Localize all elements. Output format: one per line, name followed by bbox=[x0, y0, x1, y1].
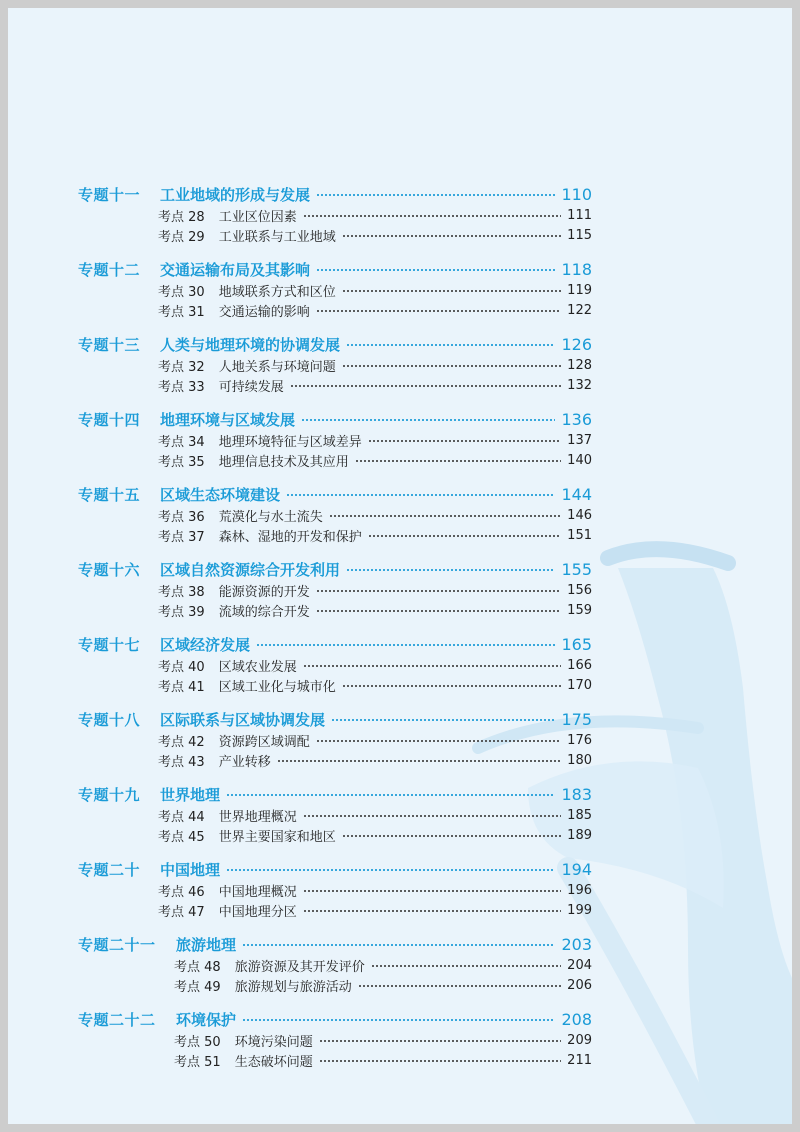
point-number: 考点 44 bbox=[158, 809, 205, 825]
point-page-number: 196 bbox=[567, 882, 592, 898]
point-page-number: 166 bbox=[567, 657, 592, 673]
topic-row[interactable] bbox=[78, 558, 592, 580]
dot-leader bbox=[316, 310, 561, 312]
point-number: 考点 39 bbox=[158, 604, 205, 620]
point-number: 考点 34 bbox=[158, 434, 205, 450]
point-row[interactable] bbox=[174, 1051, 592, 1069]
dot-leader bbox=[342, 290, 561, 292]
dot-leader bbox=[368, 440, 561, 442]
topic-page-number: 165 bbox=[561, 634, 592, 654]
point-page-number: 176 bbox=[567, 732, 592, 748]
point-number: 考点 32 bbox=[158, 359, 205, 375]
point-page-number: 122 bbox=[567, 302, 592, 318]
point-row[interactable] bbox=[158, 356, 592, 374]
point-row[interactable] bbox=[158, 431, 592, 449]
point-number: 考点 38 bbox=[158, 584, 205, 600]
dot-leader bbox=[242, 944, 555, 946]
point-title: 世界主要国家和地区 bbox=[218, 829, 336, 845]
dot-leader bbox=[303, 890, 561, 892]
dot-leader bbox=[316, 740, 561, 742]
point-page-number: 140 bbox=[567, 452, 592, 468]
topic-number: 专题二十一 bbox=[78, 935, 156, 954]
dot-leader bbox=[301, 419, 555, 421]
topic-page-number: 126 bbox=[561, 334, 592, 354]
point-page-number: 132 bbox=[567, 377, 592, 393]
topic-row[interactable] bbox=[78, 183, 592, 205]
point-page-number: 146 bbox=[567, 507, 592, 523]
dot-leader bbox=[319, 1060, 561, 1062]
point-title: 地理信息技术及其应用 bbox=[218, 454, 349, 470]
topic-title: 旅游地理 bbox=[176, 935, 237, 954]
dot-leader bbox=[355, 460, 561, 462]
point-title: 工业联系与工业地域 bbox=[218, 229, 336, 245]
topic-number: 专题十六 bbox=[78, 560, 141, 579]
dot-leader bbox=[290, 385, 561, 387]
point-number: 考点 45 bbox=[158, 829, 205, 845]
dot-leader bbox=[319, 1040, 561, 1042]
point-page-number: 115 bbox=[567, 227, 592, 243]
point-page-number: 137 bbox=[567, 432, 592, 448]
point-title: 区域农业发展 bbox=[218, 659, 297, 675]
point-title: 能源资源的开发 bbox=[218, 584, 310, 600]
point-number: 考点 31 bbox=[158, 304, 205, 320]
topic-page-number: 118 bbox=[561, 259, 592, 279]
point-number: 考点 36 bbox=[158, 509, 205, 525]
topic-title: 人类与地理环境的协调发展 bbox=[160, 335, 341, 354]
dot-leader bbox=[242, 1019, 555, 1021]
topic-title: 区域生态环境建设 bbox=[160, 485, 281, 504]
topic-number: 专题十一 bbox=[78, 185, 141, 204]
point-page-number: 209 bbox=[567, 1032, 592, 1048]
topic-title: 区际联系与区域协调发展 bbox=[160, 710, 326, 729]
topic-number: 专题十九 bbox=[78, 785, 141, 804]
point-page-number: 206 bbox=[567, 977, 592, 993]
point-title: 旅游资源及其开发评价 bbox=[234, 959, 365, 975]
topic-title: 交通运输布局及其影响 bbox=[160, 260, 311, 279]
point-page-number: 189 bbox=[567, 827, 592, 843]
point-number: 考点 50 bbox=[174, 1034, 221, 1050]
table-of-contents bbox=[8, 8, 792, 1124]
dot-leader bbox=[368, 535, 561, 537]
topic-title: 地理环境与区域发展 bbox=[160, 410, 296, 429]
point-row[interactable] bbox=[158, 301, 592, 319]
point-row[interactable] bbox=[158, 676, 592, 694]
dot-leader bbox=[329, 515, 561, 517]
point-title: 世界地理概况 bbox=[218, 809, 297, 825]
point-page-number: 156 bbox=[567, 582, 592, 598]
dot-leader bbox=[316, 590, 561, 592]
point-title: 森林、湿地的开发和保护 bbox=[218, 529, 362, 545]
point-row[interactable] bbox=[158, 601, 592, 619]
dot-leader bbox=[316, 194, 555, 196]
point-title: 中国地理概况 bbox=[218, 884, 297, 900]
point-title: 环境污染问题 bbox=[234, 1034, 313, 1050]
dot-leader bbox=[303, 215, 561, 217]
topic-title: 工业地域的形成与发展 bbox=[160, 185, 311, 204]
dot-leader bbox=[342, 365, 561, 367]
dot-leader bbox=[331, 719, 555, 721]
topic-row[interactable] bbox=[78, 408, 592, 430]
topic-title: 中国地理 bbox=[160, 860, 221, 879]
point-number: 考点 28 bbox=[158, 209, 205, 225]
dot-leader bbox=[226, 794, 555, 796]
point-number: 考点 42 bbox=[158, 734, 205, 750]
dot-leader bbox=[316, 610, 561, 612]
topic-page-number: 144 bbox=[561, 484, 592, 504]
toc-page bbox=[8, 8, 792, 1124]
point-number: 考点 46 bbox=[158, 884, 205, 900]
point-row[interactable] bbox=[158, 656, 592, 674]
dot-leader bbox=[346, 569, 555, 571]
point-number: 考点 37 bbox=[158, 529, 205, 545]
dot-leader bbox=[342, 835, 561, 837]
point-title: 荒漠化与水土流失 bbox=[218, 509, 323, 525]
topic-number: 专题二十 bbox=[78, 860, 141, 879]
point-title: 旅游规划与旅游活动 bbox=[234, 979, 352, 995]
dot-leader bbox=[303, 665, 561, 667]
point-number: 考点 40 bbox=[158, 659, 205, 675]
topic-number: 专题十七 bbox=[78, 635, 141, 654]
topic-title: 区域经济发展 bbox=[160, 635, 251, 654]
dot-leader bbox=[303, 910, 561, 912]
point-row[interactable] bbox=[158, 731, 592, 749]
point-row[interactable] bbox=[158, 881, 592, 899]
point-number: 考点 47 bbox=[158, 904, 205, 920]
point-row[interactable] bbox=[174, 976, 592, 994]
point-title: 地域联系方式和区位 bbox=[218, 284, 336, 300]
dot-leader bbox=[303, 815, 561, 817]
point-title: 工业区位因素 bbox=[218, 209, 297, 225]
point-row[interactable] bbox=[158, 226, 592, 244]
point-row[interactable] bbox=[174, 1031, 592, 1049]
point-title: 可持续发展 bbox=[218, 379, 284, 395]
point-row[interactable] bbox=[158, 581, 592, 599]
point-row[interactable] bbox=[158, 376, 592, 394]
topic-number: 专题二十二 bbox=[78, 1010, 156, 1029]
point-row[interactable] bbox=[158, 806, 592, 824]
point-page-number: 199 bbox=[567, 902, 592, 918]
point-row[interactable] bbox=[158, 506, 592, 524]
point-row[interactable] bbox=[158, 281, 592, 299]
point-number: 考点 49 bbox=[174, 979, 221, 995]
topic-page-number: 208 bbox=[561, 1009, 592, 1029]
topic-row[interactable] bbox=[78, 708, 592, 730]
topic-number: 专题十三 bbox=[78, 335, 141, 354]
topic-row[interactable] bbox=[78, 933, 592, 955]
point-page-number: 185 bbox=[567, 807, 592, 823]
point-number: 考点 35 bbox=[158, 454, 205, 470]
point-title: 流域的综合开发 bbox=[218, 604, 310, 620]
topic-row[interactable] bbox=[78, 1008, 592, 1030]
topic-row[interactable] bbox=[78, 858, 592, 880]
point-row[interactable] bbox=[158, 751, 592, 769]
topic-title: 环境保护 bbox=[176, 1010, 237, 1029]
point-number: 考点 48 bbox=[174, 959, 221, 975]
point-page-number: 204 bbox=[567, 957, 592, 973]
point-row[interactable] bbox=[158, 451, 592, 469]
topic-row[interactable] bbox=[78, 783, 592, 805]
point-number: 考点 33 bbox=[158, 379, 205, 395]
point-number: 考点 29 bbox=[158, 229, 205, 245]
topic-page-number: 110 bbox=[561, 184, 592, 204]
point-number: 考点 51 bbox=[174, 1054, 221, 1070]
topic-page-number: 136 bbox=[561, 409, 592, 429]
point-page-number: 128 bbox=[567, 357, 592, 373]
point-number: 考点 43 bbox=[158, 754, 205, 770]
dot-leader bbox=[226, 869, 555, 871]
point-title: 资源跨区域调配 bbox=[218, 734, 310, 750]
topic-row[interactable] bbox=[78, 633, 592, 655]
topic-title: 区域自然资源综合开发利用 bbox=[160, 560, 341, 579]
point-title: 区域工业化与城市化 bbox=[218, 679, 336, 695]
point-page-number: 151 bbox=[567, 527, 592, 543]
topic-page-number: 203 bbox=[561, 934, 592, 954]
point-row[interactable] bbox=[158, 526, 592, 544]
topic-number: 专题十八 bbox=[78, 710, 141, 729]
dot-leader bbox=[346, 344, 555, 346]
topic-page-number: 183 bbox=[561, 784, 592, 804]
point-page-number: 159 bbox=[567, 602, 592, 618]
point-page-number: 211 bbox=[567, 1052, 592, 1068]
topic-row[interactable] bbox=[78, 483, 592, 505]
point-row[interactable] bbox=[174, 956, 592, 974]
dot-leader bbox=[277, 760, 561, 762]
dot-leader bbox=[358, 985, 561, 987]
topic-number: 专题十二 bbox=[78, 260, 141, 279]
dot-leader bbox=[342, 685, 561, 687]
dot-leader bbox=[256, 644, 555, 646]
point-title: 产业转移 bbox=[218, 754, 271, 770]
point-number: 考点 41 bbox=[158, 679, 205, 695]
dot-leader bbox=[286, 494, 555, 496]
point-page-number: 119 bbox=[567, 282, 592, 298]
point-title: 生态破坏问题 bbox=[234, 1054, 313, 1070]
topic-title: 世界地理 bbox=[160, 785, 221, 804]
point-title: 交通运输的影响 bbox=[218, 304, 310, 320]
point-page-number: 170 bbox=[567, 677, 592, 693]
dot-leader bbox=[316, 269, 555, 271]
topic-page-number: 155 bbox=[561, 559, 592, 579]
topic-page-number: 175 bbox=[561, 709, 592, 729]
point-title: 中国地理分区 bbox=[218, 904, 297, 920]
topic-row[interactable] bbox=[78, 258, 592, 280]
dot-leader bbox=[342, 235, 561, 237]
topic-number: 专题十五 bbox=[78, 485, 141, 504]
topic-row[interactable] bbox=[78, 333, 592, 355]
dot-leader bbox=[371, 965, 561, 967]
point-title: 人地关系与环境问题 bbox=[218, 359, 336, 375]
point-number: 考点 30 bbox=[158, 284, 205, 300]
point-row[interactable] bbox=[158, 901, 592, 919]
point-title: 地理环境特征与区域差异 bbox=[218, 434, 362, 450]
point-row[interactable] bbox=[158, 206, 592, 224]
topic-page-number: 194 bbox=[561, 859, 592, 879]
point-page-number: 180 bbox=[567, 752, 592, 768]
point-row[interactable] bbox=[158, 826, 592, 844]
point-page-number: 111 bbox=[567, 207, 592, 223]
topic-number: 专题十四 bbox=[78, 410, 141, 429]
